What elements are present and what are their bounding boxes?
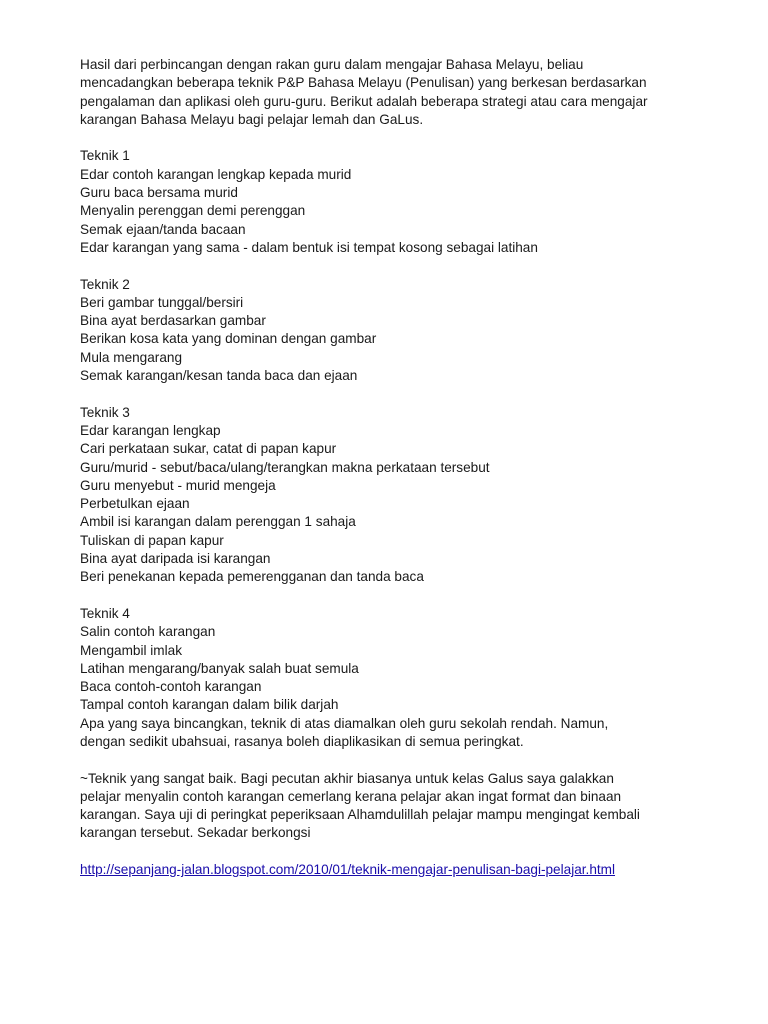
comment-line: karangan. Saya uji di peringkat peperiksaan Alhamdulillah pelajar mampu mengingat kembali (80, 807, 640, 823)
technique-item: dengan sedikit ubahsuai, rasanya boleh diaplikasikan di semua peringkat. (80, 733, 524, 749)
technique-3-section (80, 404, 710, 587)
technique-item: Apa yang saya bincangkan, teknik di atas diamalkan oleh guru sekolah rendah. Namun, (80, 715, 609, 731)
intro-line: pengalaman dan aplikasi oleh guru-guru. Berikut adalah beberapa strategi atau cara mengajar (80, 93, 648, 109)
technique-item: Semak ejaan/tanda bacaan (80, 221, 246, 237)
technique-item: Mula mengarang (80, 349, 183, 365)
technique-2-section (80, 276, 710, 386)
technique-item: Guru/murid - sebut/baca/ulang/terangkan makna perkataan tersebut (80, 459, 490, 475)
technique-item: Edar karangan lengkap (80, 422, 221, 438)
technique-item: Tuliskan di papan kapur (80, 532, 224, 548)
technique-item: Edar contoh karangan lengkap kepada murid (80, 166, 352, 182)
intro-line: mencadangkan beberapa teknik P&P Bahasa Melayu (Penulisan) yang berkesan berdasarkan (80, 75, 647, 91)
technique-item: Tampal contoh karangan dalam bilik darjah (80, 697, 339, 713)
technique-item: Perbetulkan ejaan (80, 496, 190, 512)
technique-4-section (80, 605, 710, 751)
intro-paragraph (80, 56, 710, 129)
technique-item: Ambil isi karangan dalam perenggan 1 sahaja (80, 514, 356, 530)
technique-1-section (80, 147, 710, 257)
intro-line: karangan Bahasa Melayu bagi pelajar lemah dan GaLus. (80, 111, 424, 127)
technique-item: Bina ayat berdasarkan gambar (80, 313, 266, 329)
technique-item: Latihan mengarang/banyak salah buat semula (80, 660, 359, 676)
technique-1-heading: Teknik 1 (80, 148, 130, 164)
technique-4-heading: Teknik 4 (80, 605, 130, 621)
source-paragraph (80, 861, 710, 879)
technique-3-heading: Teknik 3 (80, 404, 130, 420)
technique-item: Menyalin perenggan demi perenggan (80, 203, 306, 219)
comment-paragraph (80, 770, 710, 843)
technique-item: Mengambil imlak (80, 642, 182, 658)
technique-item: Guru menyebut - murid mengeja (80, 477, 276, 493)
technique-item: Baca contoh-contoh karangan (80, 679, 262, 695)
technique-item: Cari perkataan sukar, catat di papan kapur (80, 441, 337, 457)
document-page (80, 56, 710, 898)
technique-item: Semak karangan/kesan tanda baca dan ejaan (80, 368, 358, 384)
comment-line: pelajar menyalin contoh karangan cemerlang kerana pelajar akan ingat format dan binaan (80, 788, 622, 804)
technique-item: Bina ayat daripada isi karangan (80, 551, 271, 567)
technique-2-heading: Teknik 2 (80, 276, 130, 292)
comment-line: ~Teknik yang sangat baik. Bagi pecutan akhir biasanya untuk kelas Galus saya galakkan (80, 770, 614, 786)
technique-item: Beri penekanan kepada pemerengganan dan tanda baca (80, 569, 424, 585)
technique-item: Salin contoh karangan (80, 624, 216, 640)
technique-item: Berikan kosa kata yang dominan dengan gambar (80, 331, 377, 347)
intro-line: Hasil dari perbincangan dengan rakan guru dalam mengajar Bahasa Melayu, beliau (80, 57, 584, 72)
source-link[interactable]: http://sepanjang-jalan.blogspot.com/2010/01/teknik-mengajar-penulisan-bagi-pelajar.html (80, 862, 616, 878)
technique-item: Edar karangan yang sama - dalam bentuk isi tempat kosong sebagai latihan (80, 239, 538, 255)
technique-item: Guru baca bersama murid (80, 185, 238, 201)
comment-line: karangan tersebut. Sekadar berkongsi (80, 825, 311, 841)
technique-item: Beri gambar tunggal/bersiri (80, 294, 244, 310)
